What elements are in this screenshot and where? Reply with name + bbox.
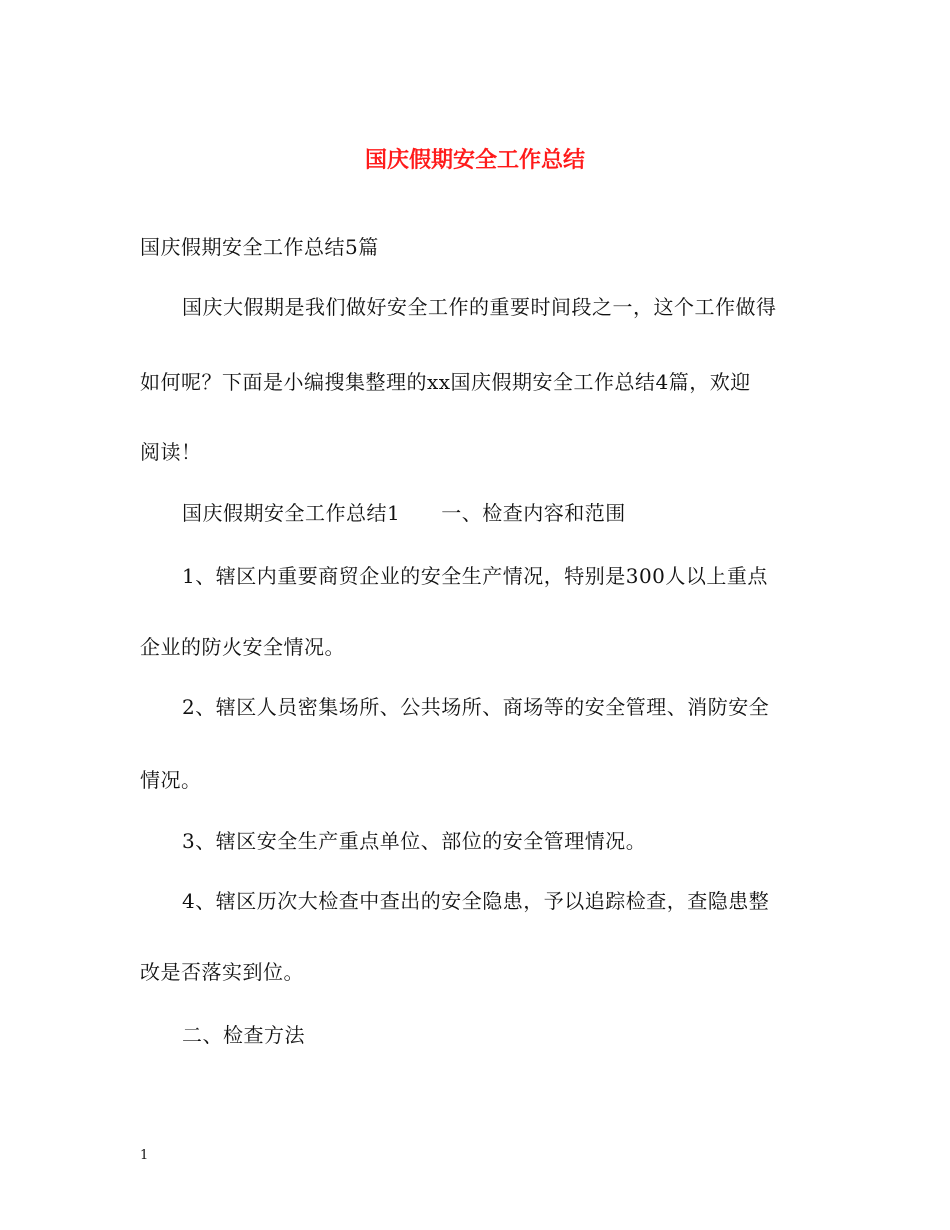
paragraph-line: 国庆假期安全工作总结1 一、检查内容和范围: [182, 501, 626, 525]
section-heading: 二、检查方法: [182, 1023, 305, 1047]
paragraph-line: 情况。: [140, 768, 202, 792]
paragraph-line: 2、辖区人员密集场所、公共场所、商场等的安全管理、消防安全: [182, 695, 770, 719]
paragraph-line: 国庆大假期是我们做好安全工作的重要时间段之一，这个工作做得: [182, 295, 777, 319]
paragraph-line: 3、辖区安全生产重点单位、部位的安全管理情况。: [182, 829, 647, 853]
document-title: 国庆假期安全工作总结: [364, 148, 585, 173]
paragraph-line: 企业的防火安全情况。: [140, 635, 345, 659]
paragraph-line: 1、辖区内重要商贸企业的安全生产情况，特别是300人以上重点: [182, 564, 768, 588]
paragraph-line: 如何呢？下面是小编搜集整理的xx国庆假期安全工作总结4篇，欢迎: [140, 370, 751, 394]
paragraph-line: 改是否落实到位。: [140, 960, 304, 984]
document-subtitle: 国庆假期安全工作总结5篇: [140, 235, 379, 259]
paragraph-line: 阅读！: [140, 440, 202, 464]
paragraph-line: 4、辖区历次大检查中查出的安全隐患，予以追踪检查，查隐患整: [182, 889, 770, 913]
page-number: 1: [140, 1148, 149, 1163]
